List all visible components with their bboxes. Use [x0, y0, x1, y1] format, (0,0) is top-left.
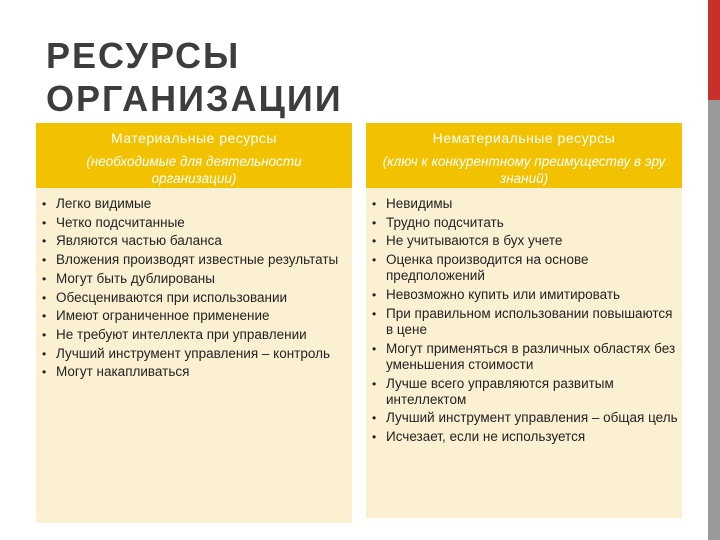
list-item: • При правильном использовании повышаются в цене [370, 306, 678, 338]
accent-bar [708, 0, 720, 100]
list-item: • Могут применяться в различных областях без уменьшения стоимости [370, 341, 678, 373]
list-item: • Трудно подсчитать [370, 215, 678, 231]
list-item: • Имеют ограниченное применение [40, 308, 348, 324]
intangible-list-panel [366, 188, 682, 518]
intangible-resources-column [366, 123, 682, 518]
list-item: • Невидимы [370, 196, 678, 212]
tangible-resources-column [36, 123, 352, 523]
list-item: • Не требуют интеллекта при управлении [40, 327, 348, 343]
list-item: • Лучший инструмент управления – контроль [40, 346, 348, 362]
list-item: • Невозможно купить или имитировать [370, 287, 678, 303]
intangible-title: Нематериальные ресурсы [432, 130, 616, 146]
list-item: • Могут быть дублированы [40, 271, 348, 287]
list-item: • Легко видимые [40, 196, 348, 212]
list-item: • Могут накапливаться [40, 364, 348, 380]
list-item: • Исчезает, если не используется [370, 429, 678, 445]
side-bar [708, 100, 720, 540]
list-item: • Лучше всего управляются развитым интеллектом [370, 376, 678, 408]
intangible-header [366, 123, 682, 188]
intangible-subtitle: (ключ к конкурентному преимуществу в эру знаний) [382, 154, 666, 186]
tangible-header [36, 123, 352, 188]
tangible-list-panel [36, 188, 352, 523]
list-item: • Вложения производят известные результаты [40, 252, 348, 268]
intangible-list [370, 196, 678, 445]
list-item: • Четко подсчитанные [40, 215, 348, 231]
list-item: • Лучший инструмент управления – общая цель [370, 410, 678, 426]
title-line-2: ОРГАНИЗАЦИИ [46, 78, 343, 119]
list-item: • Обесцениваются при использовании [40, 290, 348, 306]
list-item: • Являются частью баланса [40, 233, 348, 249]
slide-title [46, 34, 343, 120]
list-item: • Не учитываются в бух учете [370, 233, 678, 249]
title-line-1: РЕСУРСЫ [46, 35, 241, 76]
tangible-list [40, 196, 348, 381]
tangible-title: Материальные ресурсы [111, 130, 277, 146]
list-item: • Оценка производится на основе предположений [370, 252, 678, 284]
tangible-subtitle: (необходимые для деятельности организации) [86, 154, 302, 186]
